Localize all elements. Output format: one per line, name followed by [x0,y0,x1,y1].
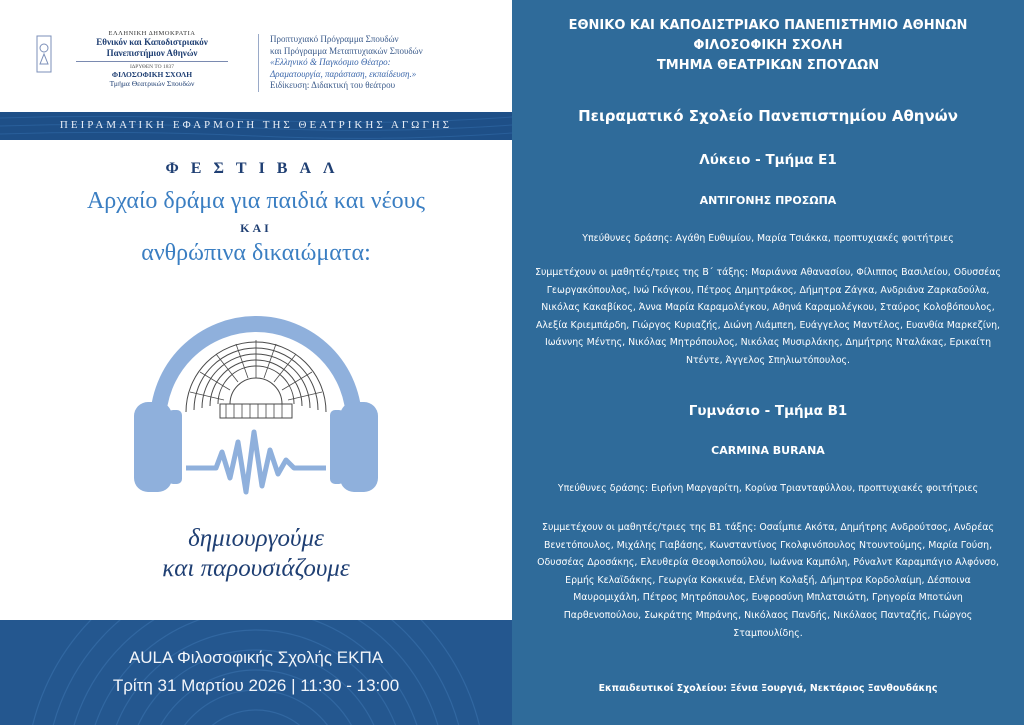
program-line: και Πρόγραμμα Μεταπτυχιακών Σπουδών [270,45,423,56]
gymnasium-participants: Συμμετέχουν οι μαθητές/τριες της Β1 τάξης: Οσαΐμπιε Ακότα, Δημήτρης Ανδρούτσος, Ανδρέας Βενετόπουλος, Μιχάλης Γιαβάσης, Κωνσταντίνος Γκολφινόπουλος Ντουντούμης, Μαρία Γούση, Οδυσσέας Δροσάκης, Ελευθερία Θεοφιλοπούλου, Ιωάννα Καμπόλη, Ρόναλντ Καραμπάγιο Αλφόνσο, Ερμής Κελαϊδάκης, Γεωργία Κοκκινέα, Ελένη Κολαξή, Δήμητρα Κορδολαίμη, Δέσποινα Μαυρομιχάλη, Πέτρος Μητρόπουλος, Ευφροσύνη Μπλατσιώτη, Γρηγορία Μποτώνη Παρθενοπούλου, Σωκράτης Μπράνης, Νικόλαος Πανδής, Νικόλαος Πανταζής, Γιώργος Σταμπουλίδης. [537,522,999,639]
festival-label: ΦΕΣΤΙΒΑΛ [165,160,347,177]
university-heading-line2: ΦΙΛΟΣΟΦΙΚΗ ΣΧΟΛΗ [693,38,843,53]
poster-footer [0,620,512,725]
founded-label: ΙΔΡΥΘΕΝ ΤΟ 1837 [129,64,175,70]
university-name-line1: Εθνικόν και Καποδιστριακόν [96,37,208,47]
lyceum-responsible: Υπεύθυνες δράσης: Αγάθη Ευθυμίου, Μαρία Τσιάκκα, προπτυχιακές φοιτήτριες [582,233,954,244]
school-name: Πειραματικό Σχολείο Πανεπιστημίου Αθηνών [578,107,958,125]
university-heading [512,16,1024,76]
poster-header [0,0,512,108]
festival-title-line1: Αρχαίο δράμα για παιδιά και νέους [86,188,426,214]
festival-title-line2: ανθρώπινα δικαιώματα: [141,240,371,266]
header-divider [258,34,259,92]
band-text: ΠΕΙΡΑΜΑΤΙΚΗ ΕΦΑΡΜΟΓΗ ΤΗΣ ΘΕΑΤΡΙΚΗΣ ΑΓΩΓΗΣ [59,119,453,131]
university-name-block [62,30,242,88]
school-teachers: Εκπαιδευτικοί Σχολείου: Ξένια Ξουργιά, Νεκτάριος Ξανθουδάκης [598,683,938,694]
program-block [270,34,506,92]
gymnasium-play-title: CARMINA BURANA [711,444,825,457]
republic-label: ΕΛΛΗΝΙΚΗ ΔΗΜΟΚΡΑΤΙΑ [108,30,196,37]
program-panel [512,0,1024,725]
festival-and: ΚΑΙ [240,221,272,235]
slogan [0,524,512,584]
university-name-line2: Πανεπιστήμιον Αθηνών [106,48,198,58]
lyceum-play-title: ΑΝΤΙΓΟΝΗΣ ΠΡΟΣΩΠΑ [699,194,837,207]
program-line: Δραματουργία, παράσταση, εκπαίδευση.» [270,68,417,79]
footer-texture [0,620,512,725]
university-heading-line3: ΤΜΗΜΑ ΘΕΑΤΡΙΚΩΝ ΣΠΟΥΔΩΝ [656,58,880,73]
university-logo-icon [36,34,52,74]
event-datetime: Τρίτη 31 Μαρτίου 2026 | 11:30 - 13:00 [112,676,400,695]
divider [76,61,228,62]
lyceum-heading: Λύκειο - Τμήμα Ε1 [699,152,837,168]
slogan-line1: δημιουργούμε [188,525,324,552]
faculty-label: ΦΙΛΟΣΟΦΙΚΗ ΣΧΟΛΗ [111,70,193,79]
department-label: Τμήμα Θεατρικών Σπουδών [109,79,195,88]
program-line: Ειδίκευση: Διδακτική του θεάτρου [270,80,396,90]
university-heading-line1: ΕΘΝΙΚΟ ΚΑΙ ΚΑΠΟΔΙΣΤΡΙΑΚΟ ΠΑΝΕΠΙΣΤΗΜΙΟ ΑΘΗΝΩΝ [568,18,968,33]
gymnasium-heading: Γυμνάσιο - Τμήμα Β1 [688,403,848,419]
poster-band [0,112,512,140]
program-line: «Ελληνικό & Παγκόσμιο Θέατρο: [270,57,391,67]
lyceum-participants: Συμμετέχουν οι μαθητές/τριες της Β΄ τάξης: Μαριάννα Αθανασίου, Φίλιππος Βασιλείου, Οδυσσέας Γεωργακόπουλος, Ινώ Γκόγκου, Πέτρος Δημητράκος, Δήμητρα Ζάγκα, Ανδριάνα Ζαρκαδούλα, Νικόλας Κακαβίκος, Άννα Μαρία Καραμολέγκου, Αθηνά Καραμολέγκου, Σταύρος Κολοβόπουλος, Αλεξία Κριεμπάρδη, Γιώργος Κυριαζής, Διώνη Λιάμπεη, Ευάγγελος Μαντέλος, Ευανθία Μαρκεζίνη, Ιωάννης Μέντης, Νικόλας Μητρόπουλος, Νικόλας Μυσιρλάκης, Δημήτρης Νταλάκας, Ερικαίτη Ντέντε, Άγγελος Σπηλιωτόπουλος. [535,267,1001,366]
program-line: Προπτυχιακό Πρόγραμμα Σπουδών [270,34,399,44]
slogan-line2: και παρουσιάζουμε [162,555,350,582]
venue: AULA Φιλοσοφικής Σχολής ΕΚΠΑ [128,648,384,667]
gymnasium-responsible: Υπεύθυνες δράσης: Ειρήνη Μαργαρίτη, Κορίνα Τριανταφύλλου, προπτυχιακές φοιτήτριες [557,483,979,494]
headphones-theatre-illustration [120,282,392,504]
